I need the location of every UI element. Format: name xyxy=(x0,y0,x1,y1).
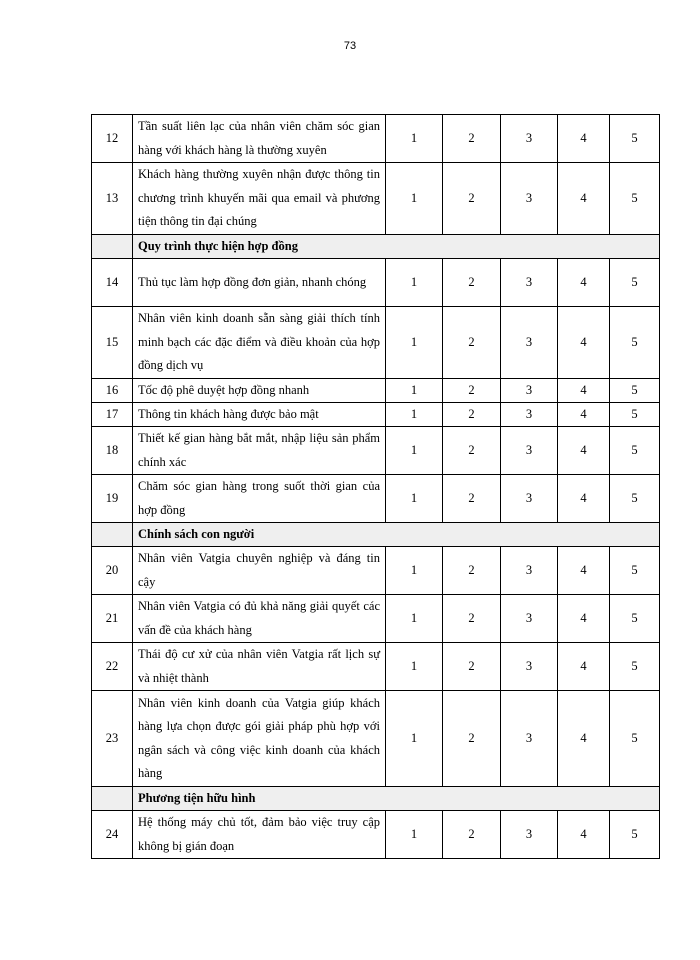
table-row xyxy=(92,427,660,475)
item-statement: Nhân viên Vatgia chuyên nghiệp và đáng tin cậy xyxy=(133,547,386,595)
likert-option-3[interactable]: 3 xyxy=(501,595,558,643)
item-statement: Thiết kế gian hàng bắt mắt, nhập liệu sản phẩm chính xác xyxy=(133,427,386,475)
likert-option-2[interactable]: 2 xyxy=(443,427,501,475)
item-statement: Nhân viên kinh doanh của Vatgia giúp khách hàng lựa chọn được gói giải pháp phù hợp với ngân sách và công việc kinh doanh của khách hàng xyxy=(133,691,386,787)
likert-option-5[interactable]: 5 xyxy=(610,811,660,859)
item-number: 20 xyxy=(92,547,133,595)
likert-option-3[interactable]: 3 xyxy=(501,163,558,235)
item-statement: Nhân viên kinh doanh sẵn sàng giải thích tính minh bạch các đặc điểm và điều khoản của hợp đồng dịch vụ xyxy=(133,307,386,379)
section-header-row xyxy=(92,787,660,811)
table-row xyxy=(92,691,660,787)
likert-option-4[interactable]: 4 xyxy=(558,475,610,523)
likert-option-1[interactable]: 1 xyxy=(386,379,443,403)
likert-option-2[interactable]: 2 xyxy=(443,259,501,307)
table-row xyxy=(92,163,660,235)
item-statement: Tần suất liên lạc của nhân viên chăm sóc gian hàng với khách hàng là thường xuyên xyxy=(133,115,386,163)
likert-option-4[interactable]: 4 xyxy=(558,547,610,595)
likert-option-5[interactable]: 5 xyxy=(610,691,660,787)
likert-option-2[interactable]: 2 xyxy=(443,379,501,403)
item-statement: Tốc độ phê duyệt hợp đồng nhanh xyxy=(133,379,386,403)
likert-option-3[interactable]: 3 xyxy=(501,259,558,307)
section-number-cell xyxy=(92,787,133,811)
table-row xyxy=(92,475,660,523)
item-statement: Nhân viên Vatgia có đủ khả năng giải quyết các vấn đề của khách hàng xyxy=(133,595,386,643)
likert-option-5[interactable]: 5 xyxy=(610,595,660,643)
likert-option-4[interactable]: 4 xyxy=(558,115,610,163)
item-number: 18 xyxy=(92,427,133,475)
likert-option-2[interactable]: 2 xyxy=(443,115,501,163)
likert-option-5[interactable]: 5 xyxy=(610,163,660,235)
likert-option-3[interactable]: 3 xyxy=(501,403,558,427)
item-number: 22 xyxy=(92,643,133,691)
likert-option-5[interactable]: 5 xyxy=(610,547,660,595)
section-title: Phương tiện hữu hình xyxy=(133,787,660,811)
likert-option-5[interactable]: 5 xyxy=(610,427,660,475)
likert-option-4[interactable]: 4 xyxy=(558,163,610,235)
item-statement: Chăm sóc gian hàng trong suốt thời gian của hợp đồng xyxy=(133,475,386,523)
item-number: 24 xyxy=(92,811,133,859)
likert-option-2[interactable]: 2 xyxy=(443,403,501,427)
section-title: Chính sách con người xyxy=(133,523,660,547)
likert-option-3[interactable]: 3 xyxy=(501,475,558,523)
survey-table xyxy=(91,114,660,859)
likert-option-2[interactable]: 2 xyxy=(443,307,501,379)
likert-option-4[interactable]: 4 xyxy=(558,643,610,691)
table-row xyxy=(92,115,660,163)
likert-option-2[interactable]: 2 xyxy=(443,547,501,595)
item-number: 15 xyxy=(92,307,133,379)
likert-option-1[interactable]: 1 xyxy=(386,307,443,379)
likert-option-3[interactable]: 3 xyxy=(501,427,558,475)
item-number: 14 xyxy=(92,259,133,307)
likert-option-5[interactable]: 5 xyxy=(610,643,660,691)
table-row xyxy=(92,595,660,643)
likert-option-1[interactable]: 1 xyxy=(386,691,443,787)
survey-table-body xyxy=(92,115,660,859)
likert-option-2[interactable]: 2 xyxy=(443,691,501,787)
likert-option-4[interactable]: 4 xyxy=(558,427,610,475)
likert-option-5[interactable]: 5 xyxy=(610,379,660,403)
likert-option-4[interactable]: 4 xyxy=(558,307,610,379)
likert-option-2[interactable]: 2 xyxy=(443,475,501,523)
table-row xyxy=(92,643,660,691)
likert-option-4[interactable]: 4 xyxy=(558,259,610,307)
likert-option-5[interactable]: 5 xyxy=(610,307,660,379)
item-number: 16 xyxy=(92,379,133,403)
section-number-cell xyxy=(92,523,133,547)
likert-option-3[interactable]: 3 xyxy=(501,547,558,595)
table-row xyxy=(92,379,660,403)
likert-option-3[interactable]: 3 xyxy=(501,811,558,859)
table-row xyxy=(92,307,660,379)
table-row xyxy=(92,403,660,427)
page-number: 73 xyxy=(343,40,357,52)
likert-option-1[interactable]: 1 xyxy=(386,427,443,475)
item-number: 17 xyxy=(92,403,133,427)
likert-option-5[interactable]: 5 xyxy=(610,259,660,307)
likert-option-4[interactable]: 4 xyxy=(558,595,610,643)
likert-option-1[interactable]: 1 xyxy=(386,595,443,643)
item-number: 19 xyxy=(92,475,133,523)
likert-option-4[interactable]: 4 xyxy=(558,811,610,859)
item-statement: Thông tin khách hàng được bảo mật xyxy=(133,403,386,427)
likert-option-5[interactable]: 5 xyxy=(610,115,660,163)
likert-option-1[interactable]: 1 xyxy=(386,475,443,523)
likert-option-3[interactable]: 3 xyxy=(501,379,558,403)
likert-option-3[interactable]: 3 xyxy=(501,115,558,163)
likert-option-3[interactable]: 3 xyxy=(501,307,558,379)
likert-option-2[interactable]: 2 xyxy=(443,163,501,235)
section-number-cell xyxy=(92,235,133,259)
likert-option-3[interactable]: 3 xyxy=(501,643,558,691)
likert-option-1[interactable]: 1 xyxy=(386,115,443,163)
likert-option-2[interactable]: 2 xyxy=(443,595,501,643)
item-statement: Hệ thống máy chủ tốt, đảm bảo việc truy cập không bị gián đoạn xyxy=(133,811,386,859)
item-statement: Khách hàng thường xuyên nhận được thông tin chương trình khuyến mãi qua email và phương tiện thông tin đại chúng xyxy=(133,163,386,235)
table-row xyxy=(92,811,660,859)
table-row xyxy=(92,259,660,307)
item-number: 23 xyxy=(92,691,133,787)
item-number: 13 xyxy=(92,163,133,235)
likert-option-1[interactable]: 1 xyxy=(386,259,443,307)
likert-option-1[interactable]: 1 xyxy=(386,403,443,427)
item-statement: Thái độ cư xử của nhân viên Vatgia rất lịch sự và nhiệt thành xyxy=(133,643,386,691)
likert-option-3[interactable]: 3 xyxy=(501,691,558,787)
item-statement: Thủ tục làm hợp đồng đơn giản, nhanh chóng xyxy=(133,259,386,307)
likert-option-4[interactable]: 4 xyxy=(558,403,610,427)
item-number: 21 xyxy=(92,595,133,643)
likert-option-1[interactable]: 1 xyxy=(386,811,443,859)
likert-option-5[interactable]: 5 xyxy=(610,475,660,523)
likert-option-2[interactable]: 2 xyxy=(443,643,501,691)
likert-option-4[interactable]: 4 xyxy=(558,691,610,787)
likert-option-1[interactable]: 1 xyxy=(386,643,443,691)
likert-option-4[interactable]: 4 xyxy=(558,379,610,403)
likert-option-1[interactable]: 1 xyxy=(386,547,443,595)
likert-option-2[interactable]: 2 xyxy=(443,811,501,859)
item-number: 12 xyxy=(92,115,133,163)
section-header-row xyxy=(92,523,660,547)
likert-option-5[interactable]: 5 xyxy=(610,403,660,427)
section-header-row xyxy=(92,235,660,259)
table-row xyxy=(92,547,660,595)
likert-option-1[interactable]: 1 xyxy=(386,163,443,235)
section-title: Quy trình thực hiện hợp đồng xyxy=(133,235,660,259)
